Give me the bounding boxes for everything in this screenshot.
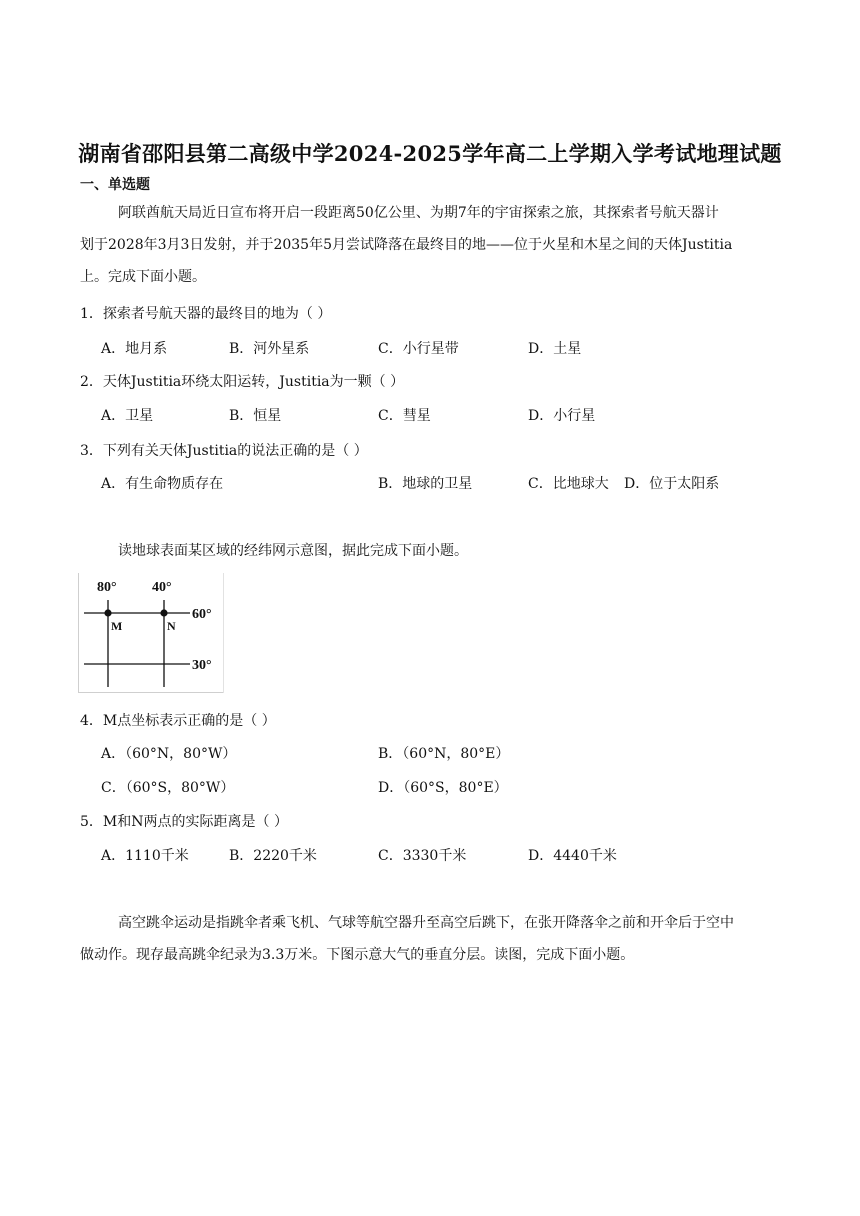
passage-line: 读地球表面某区域的经纬网示意图，据此完成下面小题。 — [118, 543, 468, 559]
label-lat-30: 30° — [192, 658, 212, 673]
point-m-dot — [104, 609, 111, 616]
option-c[interactable]: C．（60°S，80°W） — [101, 780, 235, 796]
passage-line: 划于2028年3月3日发射，并于2035年5月尝试降落在最终目的地——位于火星和木星之间的天体Justitia — [80, 237, 733, 253]
question-stem: 3．下列有关天体Justitia的说法正确的是（ ） — [80, 443, 368, 459]
option-c[interactable]: C．彗星 — [378, 408, 431, 424]
option-a[interactable]: A．卫星 — [101, 408, 154, 424]
option-a[interactable]: A．地月系 — [101, 341, 168, 357]
option-b[interactable]: B．（60°N，80°E） — [378, 746, 510, 762]
page-title: 湖南省邵阳县第二高级中学2024-2025学年高二上学期入学考试地理试题 — [78, 141, 782, 166]
passage-line: 阿联酋航天局近日宣布将开启一段距离50亿公里、为期7年的宇宙探索之旅，其探索者号航天器计 — [118, 205, 719, 221]
question-stem: 5．M和N两点的实际距离是（ ） — [80, 814, 288, 830]
question-stem: 1．探索者号航天器的最终目的地为（ ） — [80, 306, 332, 322]
label-lon-40: 40° — [152, 580, 172, 595]
point-n-dot — [160, 609, 167, 616]
option-c[interactable]: C．小行星带 — [378, 341, 459, 357]
passage-line: 上。完成下面小题。 — [80, 269, 206, 285]
option-c[interactable]: C．比地球大 — [528, 476, 609, 492]
option-c[interactable]: C．3330千米 — [378, 848, 467, 864]
label-lon-80: 80° — [97, 580, 117, 595]
label-lat-60: 60° — [192, 607, 212, 622]
option-d[interactable]: D．4440千米 — [528, 848, 617, 864]
passage-line: 做动作。现存最高跳伞纪录为3.3万米。下图示意大气的垂直分层。读图，完成下面小题。 — [80, 947, 635, 963]
option-b[interactable]: B．2220千米 — [229, 848, 317, 864]
option-d[interactable]: D．小行星 — [528, 408, 596, 424]
option-d[interactable]: D．（60°S，80°E） — [378, 780, 508, 796]
option-d[interactable]: D．土星 — [528, 341, 582, 357]
option-b[interactable]: B．恒星 — [229, 408, 282, 424]
passage-line: 高空跳伞运动是指跳伞者乘飞机、气球等航空器升至高空后跳下，在张开降落伞之前和开伞后于空中 — [118, 915, 734, 931]
option-d[interactable]: D．位于太阳系 — [624, 476, 720, 492]
graticule-figure — [78, 573, 224, 693]
question-stem: 2．天体Justitia环绕太阳运转，Justitia为一颗（ ） — [80, 374, 405, 390]
section-heading: 一、单选题 — [80, 177, 150, 193]
option-a[interactable]: A．有生命物质存在 — [101, 476, 224, 492]
question-stem: 4．M点坐标表示正确的是（ ） — [80, 713, 276, 729]
label-point-n: N — [167, 619, 176, 633]
option-a[interactable]: A．（60°N，80°W） — [101, 746, 237, 762]
option-b[interactable]: B．河外星系 — [229, 341, 310, 357]
label-point-m: M — [111, 619, 123, 633]
option-a[interactable]: A．1110千米 — [101, 848, 189, 864]
option-b[interactable]: B．地球的卫星 — [378, 476, 473, 492]
